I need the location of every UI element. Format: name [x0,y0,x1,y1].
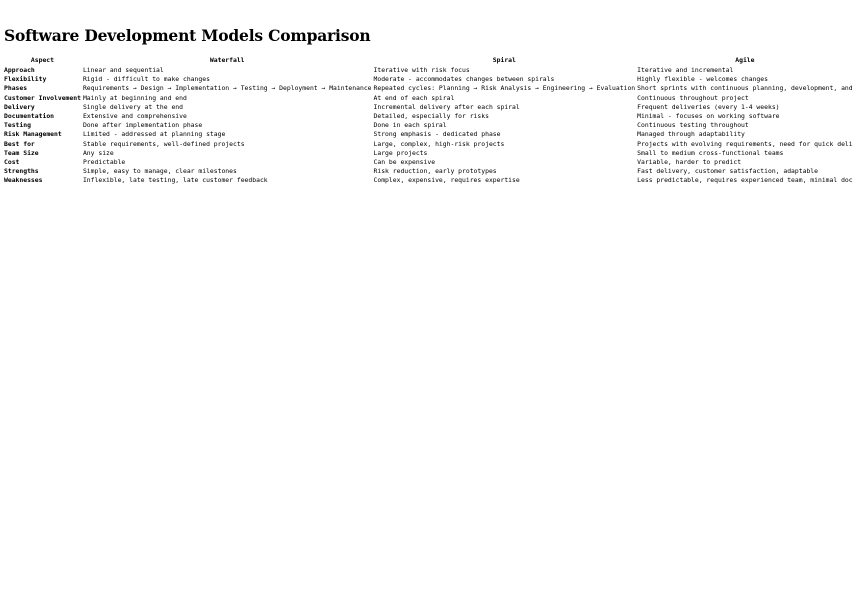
header-waterfall: Waterfall [209,56,245,65]
cell-agile: Fast delivery, customer satisfaction, adaptable [637,167,818,176]
cell-aspect: Testing [4,121,31,130]
header-agile: Agile [735,56,755,65]
cell-spiral: Repeated cycles: Planning → Risk Analysis → Engineering → Evaluation [373,84,636,93]
cell-waterfall: Rigid - difficult to make changes [82,75,210,84]
table-row [3,176,854,185]
cell-spiral: Incremental delivery after each spiral [373,102,520,111]
cell-aspect: Delivery [4,102,35,111]
cell-aspect: Documentation [4,112,55,121]
cell-waterfall: Linear and sequential [82,66,164,74]
cell-spiral: Iterative with risk focus [373,66,470,74]
cell-waterfall: Limited - addressed at planning stage [82,130,226,139]
cell-agile: Highly flexible - welcomes changes [637,75,768,84]
cell-spiral: Moderate - accommodates changes between spirals [373,75,555,84]
table-row [3,130,854,139]
cell-agile: Continuous testing throughout [637,121,749,130]
header-row [3,56,854,66]
cell-aspect: Cost [4,158,20,167]
cell-waterfall: Done after implementation phase [82,121,203,130]
cell-aspect: Strengths [4,167,39,176]
cell-agile: Iterative and incremental [637,66,734,74]
cell-spiral: Can be expensive [373,158,436,167]
page-title: Software Development Models Comparison [4,26,371,45]
cell-waterfall: Simple, easy to manage, clear milestones [82,167,237,176]
cell-agile: Continuous throughout project [637,93,749,102]
table-row [3,94,854,103]
cell-waterfall: Inflexible, late testing, late customer feedback [82,176,268,185]
cell-spiral: Detailed, especially for risks [373,112,489,121]
cell-agile: Projects with evolving requirements, need for quick deli [637,139,853,148]
cell-aspect: Flexibility [4,75,47,84]
cell-aspect: Best for [4,139,35,148]
table-header [3,56,854,66]
header-aspect: Aspect [30,56,55,65]
cell-aspect: Phases [4,84,28,93]
table-row [3,112,854,121]
cell-agile: Frequent deliveries (every 1-4 weeks) [637,102,780,111]
table-row [3,84,854,93]
cell-spiral: Strong emphasis - dedicated phase [373,130,501,139]
comparison-table [3,56,854,186]
cell-agile: Minimal - focuses on working software [637,112,780,121]
cell-waterfall: Stable requirements, well-defined projects [82,139,245,148]
cell-agile: Small to medium cross-functional teams [637,148,784,157]
cell-waterfall: Single delivery at the end [82,102,183,111]
cell-waterfall: Mainly at beginning and end [82,93,187,102]
cell-aspect: Approach [4,66,35,74]
cell-spiral: Large projects [373,148,428,157]
cell-agile: Managed through adaptability [637,130,745,139]
cell-agile: Short sprints with continuous planning, development, and [637,84,853,93]
table-row [3,66,854,75]
cell-agile: Variable, harder to predict [637,158,742,167]
cell-waterfall: Any size [82,148,114,157]
cell-agile: Less predictable, requires experienced team, minimal doc [637,176,853,185]
cell-aspect: Customer Involvement [4,93,81,102]
header-spiral: Spiral [492,56,516,65]
cell-aspect: Weaknesses [4,176,43,185]
comparison-table-container [3,56,853,186]
cell-spiral: Large, complex, high-risk projects [373,139,505,148]
table-row [3,103,854,112]
cell-aspect: Risk Management [4,130,62,139]
cell-waterfall: Predictable [82,158,126,167]
table-row [3,158,854,167]
cell-waterfall: Extensive and comprehensive [82,112,187,121]
cell-waterfall: Requirements → Design → Implementation → Testing → Deployment → Maintenance [82,84,372,93]
cell-spiral: Complex, expensive, requires expertise [373,176,520,185]
table-body [3,66,854,186]
cell-spiral: Done in each spiral [373,121,447,130]
table-row [3,121,854,130]
table-row [3,140,854,149]
table-row [3,75,854,84]
cell-aspect: Team Size [4,148,39,157]
table-row [3,149,854,158]
cell-spiral: Risk reduction, early prototypes [373,167,497,176]
cell-spiral: At end of each spiral [373,93,455,102]
table-row [3,167,854,176]
